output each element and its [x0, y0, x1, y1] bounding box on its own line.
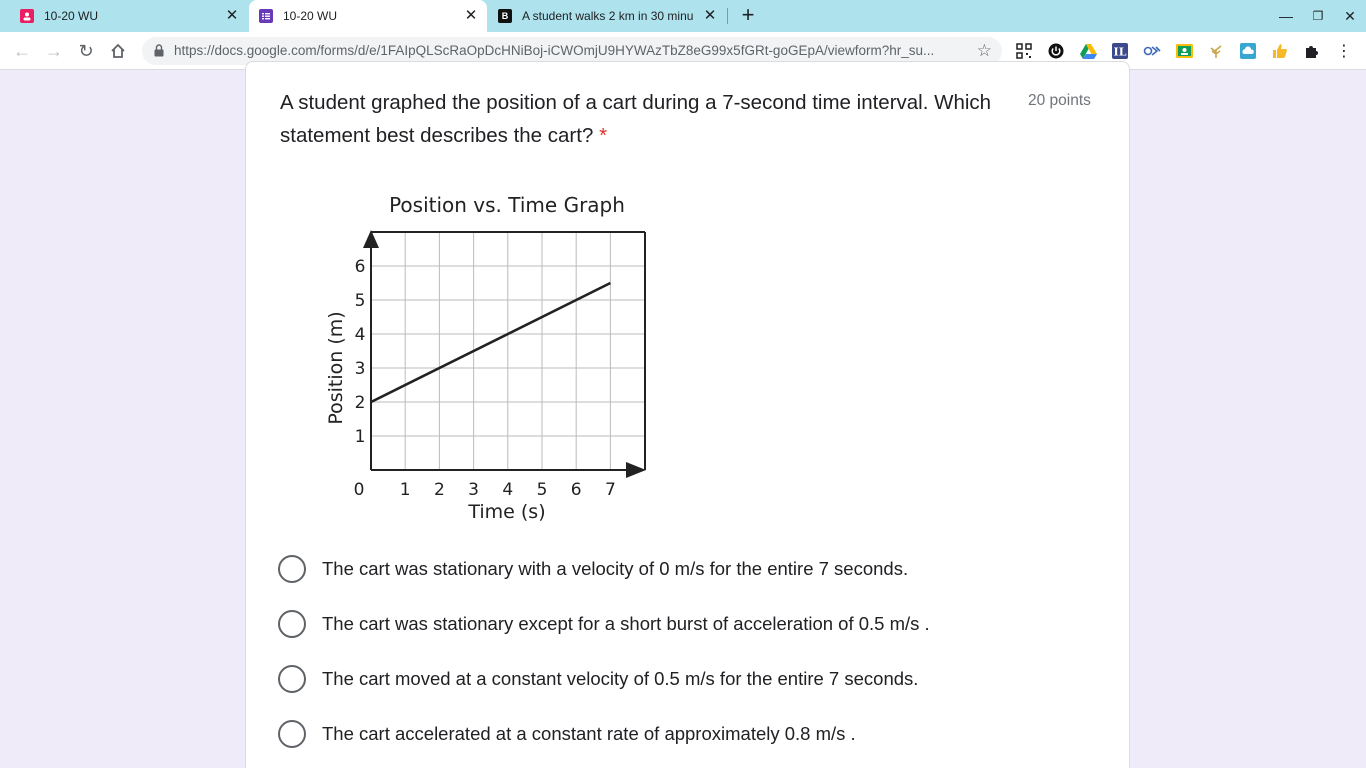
y-tick-label: 3 [354, 359, 366, 379]
drive-icon[interactable] [1078, 41, 1098, 61]
y-tick-label: 5 [354, 291, 366, 311]
option-3[interactable] [278, 663, 918, 695]
new-tab-button[interactable]: + [741, 2, 755, 27]
option-1[interactable] [278, 553, 908, 585]
y-tick-label: 4 [354, 325, 366, 345]
forward-icon[interactable]: → [45, 41, 63, 61]
option-4-label[interactable]: The cart accelerated at a constant rate of approximately 0.8 m/s . [322, 723, 856, 744]
back-icon[interactable]: ← [13, 41, 31, 61]
reload-icon[interactable]: ↻ [78, 41, 94, 61]
radio-button[interactable] [278, 555, 306, 583]
brainly-icon: B [498, 9, 512, 23]
tab-3-close-icon[interactable]: ✕ [703, 7, 717, 24]
series-line-cart [371, 283, 610, 402]
chart-x-ticks [354, 480, 616, 500]
y-tick-label: 1 [354, 427, 366, 447]
x-tick-label: 4 [502, 480, 514, 500]
chart-y-label: Position (m) [325, 311, 347, 425]
chart-grid [371, 232, 645, 470]
tab-2-title: 10-20 WU [283, 9, 338, 23]
tab-1-close-icon[interactable]: ✕ [225, 7, 239, 24]
reader-icon[interactable] [1142, 41, 1162, 61]
option-4[interactable] [278, 718, 856, 750]
question-card [245, 61, 1130, 768]
bookmark-star-icon[interactable]: ☆ [976, 41, 992, 60]
thumb-icon[interactable] [1270, 41, 1290, 61]
tab-3[interactable] [488, 0, 726, 32]
tab-1-title: 10-20 WU [44, 9, 99, 23]
x-tick-label: 7 [604, 480, 616, 500]
x-tick-label: 3 [468, 480, 480, 500]
option-3-label[interactable]: The cart moved at a constant velocity of 0.5 m/s for the entire 7 seconds. [322, 668, 919, 689]
menu-kebab-icon[interactable]: ⋮ [1336, 43, 1352, 60]
restore-icon[interactable]: ❐ [1312, 9, 1324, 23]
y-tick-label: 6 [354, 257, 366, 277]
cloud-icon[interactable] [1238, 41, 1258, 61]
x-tick-label: 6 [570, 480, 582, 500]
tab-2-close-icon[interactable]: ✕ [464, 7, 478, 24]
page-content [0, 71, 1366, 768]
option-2[interactable] [278, 608, 930, 640]
tab-strip [0, 0, 1366, 32]
forms-icon [259, 9, 273, 23]
tab-separator [727, 8, 728, 24]
x-tick-label: 0 [353, 480, 365, 500]
chart-x-label: Time (s) [468, 501, 546, 522]
option-1-label[interactable]: The cart was stationary with a velocity of 0 m/s for the entire 7 seconds. [322, 558, 909, 579]
svg-text:IL: IL [1113, 45, 1127, 59]
question-title [280, 86, 1020, 152]
tab-1[interactable] [0, 0, 248, 32]
chart-title: Position vs. Time Graph [389, 193, 625, 217]
plant-icon[interactable] [1206, 41, 1226, 61]
required-asterisk: * [599, 124, 608, 147]
radio-button[interactable] [278, 665, 306, 693]
radio-button[interactable] [278, 610, 306, 638]
tab-3-title: A student walks 2 km in 30 minu [522, 9, 694, 23]
x-tick-label: 1 [399, 480, 411, 500]
ij-icon[interactable] [1110, 41, 1130, 61]
position-time-chart [306, 182, 646, 522]
question-text: A student graphed the position of a cart during a 7-second time interval. Which statement best describes the cart? [280, 91, 992, 147]
minimize-icon[interactable]: — [1279, 8, 1293, 24]
qr-icon[interactable] [1014, 41, 1034, 61]
url-text[interactable]: https://docs.google.com/forms/d/e/1FAIpQLScRaOpDcHNiBoj-iCWOmjU9HYWAzTbZ8eG99x5fGRt-goGEpA/viewform?hr_su... [174, 43, 935, 58]
chart-series [371, 283, 610, 402]
puzzle-icon[interactable] [1302, 41, 1322, 61]
radio-button[interactable] [278, 720, 306, 748]
y-tick-label: 2 [354, 393, 366, 413]
x-tick-label: 5 [536, 480, 548, 500]
classroom-icon [20, 9, 34, 23]
tab-2[interactable] [249, 0, 487, 32]
classroom-icon[interactable] [1174, 41, 1194, 61]
option-2-label[interactable]: The cart was stationary except for a short burst of acceleration of 0.5 m/s . [322, 613, 930, 634]
points-label: 20 points [1028, 92, 1091, 109]
window-close-icon[interactable]: ✕ [1344, 8, 1356, 24]
chart-y-ticks [355, 257, 366, 447]
power-icon[interactable] [1046, 41, 1066, 61]
x-tick-label: 2 [433, 480, 445, 500]
x-axis-arrow [626, 462, 646, 478]
lock-icon[interactable] [154, 44, 164, 62]
home-icon[interactable] [106, 39, 130, 63]
